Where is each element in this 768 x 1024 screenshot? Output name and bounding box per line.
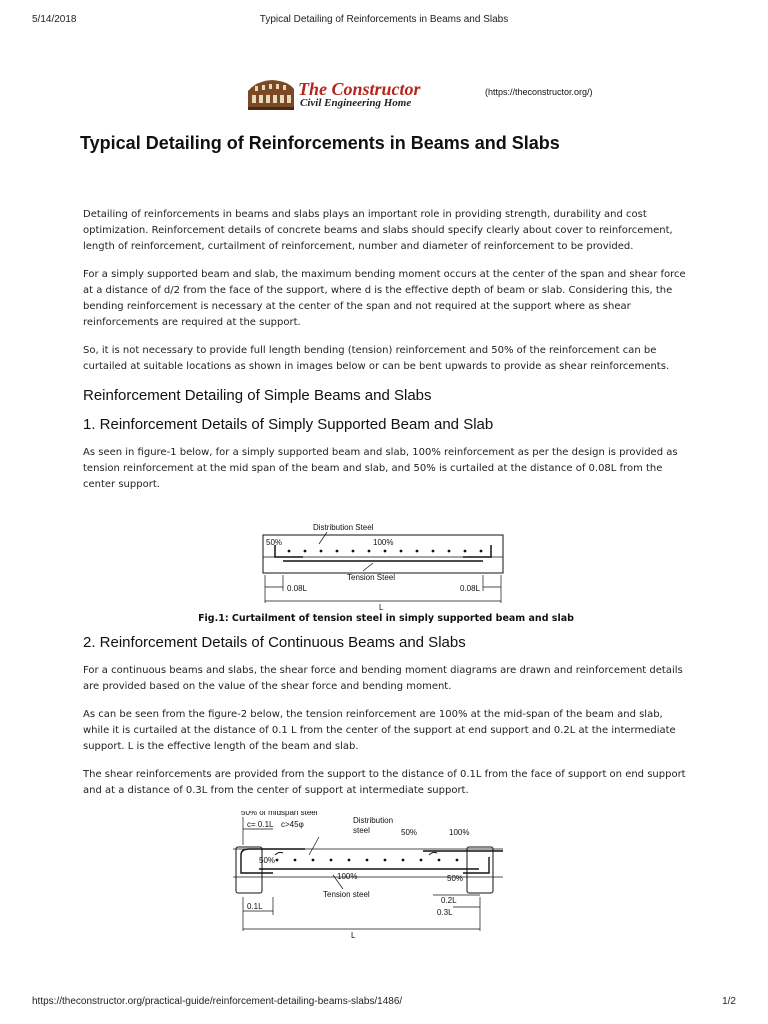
fig2-label-100-top: 100% [449,828,470,837]
fig2-label-c01: c= 0.1L [247,820,274,829]
fig2-label-c45: c>45φ [281,820,304,829]
article-title: Typical Detailing of Reinforcements in Beams and Slabs [80,133,560,153]
section2-paragraph-1: For a continuous beams and slabs, the shear force and bending moment diagrams are drawn and reinforcement details are provided based on the value of the shear force and bending moment. [83,665,683,692]
fig1-label-distribution: Distribution Steel [313,523,374,532]
section2-paragraph-2: As can be seen from the figure-2 below, the tension reinforcement are 100% at the mid-span of the beam and slab, while it is curtailed at the distance of 0.1 L from the center of the support at end support and 0.2L at the intermediate support. L is the effective length of the beam and slab. [83,709,676,752]
fig1-label-008-right: 0.08L [460,584,481,593]
logo-brand: The Constructor [298,79,421,99]
figure-1 [83,505,689,624]
print-footer-url[interactable]: https://theconstructor.org/practical-guide/reinforcement-detailing-beams-slabs/1486/ [32,996,403,1007]
colosseum-logo-icon [246,77,296,111]
fig2-label-50-right: 50% [447,874,464,883]
intro-paragraph-2: For a simply supported beam and slab, the maximum bending moment occurs at the center of the span and shear force at a distance of d/2 from the face of the support, where d is the effective depth of beam or slab. Considering this, the bending reinforcement is necessary at the center of the span and not required at the support where as shear reinforcements are required at the support. [83,269,686,328]
figure-1-diagram [83,505,689,611]
page-number: 1/2 [722,996,736,1007]
fig2-label-distribution: Distribution [353,816,394,825]
fig2-label-01L: 0.1L [247,902,263,911]
fig2-label-50-left: 50% [259,856,276,865]
fig1-label-100: 100% [373,538,394,547]
intro-paragraph-3: So, it is not necessary to provide full length bending (tension) reinforcement and 50% of the reinforcement can be curtailed at suitable locations as shown in images below or can be bent upwards to provide as shear reinforcements. [83,345,670,372]
figure-1-caption: Fig.1: Curtailment of tension steel in simply supported beam and slab [198,613,574,624]
logo-url-link[interactable]: (https://theconstructor.org/) [485,87,593,97]
fig2-label-L: L [351,931,356,939]
logo-tagline: Civil Engineering Home [300,97,412,109]
fig2-label-100-mid: 100% [337,872,358,881]
print-date: 5/14/2018 [32,14,77,25]
fig2-label-tension: Tension steel [323,890,370,899]
article-body [83,207,689,949]
fig2-label-03L: 0.3L [437,908,453,917]
fig1-label-L: L [379,603,384,611]
section1-paragraph: As seen in figure-1 below, for a simply supported beam and slab, 100% reinforcement as per the design is provided as tension reinforcement at the mid span of the beam and slab, and 50% is curtailed at the distance of 0.08L from the center support. [83,447,678,490]
fig1-label-50: 50% [266,538,283,547]
intro-paragraph-1: Detailing of reinforcements in beams and slabs plays an important role in providing strength, durability and cost optimization. Reinforcement details of concrete beams and slabs should specify clearly about cover to reinforcement, length of reinforcement, curtailment of reinforcement, number and diameter of reinforcement to be provided. [83,209,673,252]
section1-heading: 1. Reinforcement Details of Simply Supported Beam and Slab [83,416,494,433]
print-footer [32,996,736,1010]
figure-2 [83,811,689,939]
fig2-label-02L: 0.2L [441,896,457,905]
fig2-label-steel: steel [353,826,370,835]
section-heading: Reinforcement Detailing of Simple Beams and Slabs [83,387,432,404]
fig1-label-008-left: 0.08L [287,584,308,593]
print-header [32,14,736,28]
fig2-label-midspan: 50% of midspan steel [241,811,318,817]
fig2-label-50-top: 50% [401,828,418,837]
section2-heading: 2. Reinforcement Details of Continuous Beams and Slabs [83,634,466,651]
print-doc-title: Typical Detailing of Reinforcements in Beams and Slabs [259,14,509,25]
figure-2-diagram [83,811,689,939]
site-logo[interactable] [246,77,593,113]
fig1-label-tension: Tension Steel [347,573,396,582]
section2-paragraph-3: The shear reinforcements are provided from the support to the distance of 0.1L from the face of support on end support and at a distance of 0.3L from the center of support at intermediate support. [83,769,686,796]
